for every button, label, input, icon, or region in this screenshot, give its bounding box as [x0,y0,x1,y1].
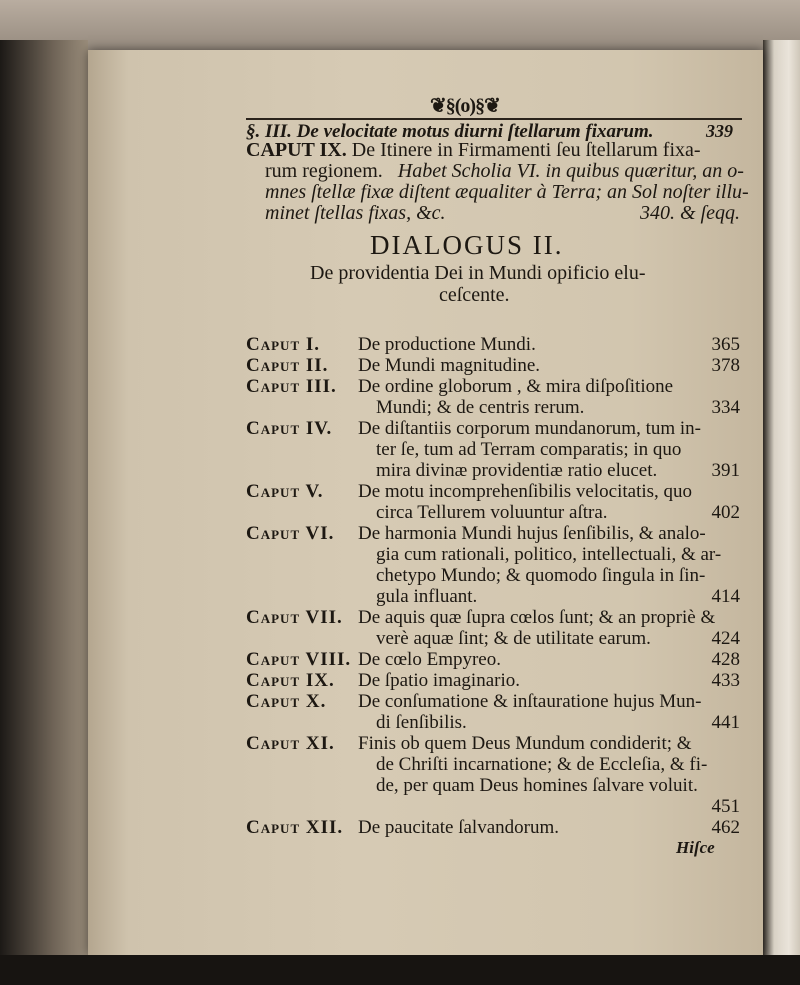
chapter-page: 402 [711,502,740,523]
scholia-line: minet ſtellas fixas, &c. [265,202,446,224]
chapter-page: 424 [711,628,740,649]
chapter-page: 414 [711,586,740,607]
chapter-title-line: De motu incomprehenſibilis velocitatis, quo [358,481,693,502]
chapter-row [246,523,740,544]
chapter-row [246,670,740,691]
chapter-list [246,334,740,838]
chapter-row [246,502,740,523]
chapter-row [246,712,740,733]
scholia-line: mnes ſtellæ fixæ diſtent æqualiter à Terra; an Sol noſter illu- [265,181,749,203]
chapter-title-line: De Mundi magnitudine. [358,355,541,376]
chapter-title-line: De conſumatione & inſtauratione hujus Mun- [358,691,702,712]
chapter-label: Caput VII. [246,607,343,628]
chapter-row [246,628,740,649]
chapter-title-line: De ordine globorum , & mira diſpoſitione [358,376,674,397]
chapter-label: Caput XII. [246,817,344,838]
dialogue-subtitle: De providentia Dei in Mundi opificio elu- [310,262,646,284]
chapter-row [246,775,740,796]
scan-bottom-edge [0,955,800,985]
chapter-row [246,418,740,439]
chapter-title-line: gula influant. [376,586,478,607]
chapter-row [246,733,740,754]
caput-ix-entry [246,140,749,224]
dialogue-title: DIALOGUS II. [370,230,564,260]
chapter-row [246,481,740,502]
chapter-page: 365 [711,334,740,355]
chapter-row [246,649,740,670]
chapter-label: Caput VIII. [246,649,352,670]
chapter-row [246,691,740,712]
chapter-title-line: di ſenſibilis. [376,712,467,733]
chapter-title-line: circa Tellurem voluuntur aſtra. [376,502,608,523]
chapter-row [246,817,740,838]
chapter-title-line: De harmonia Mundi hujus ſenſibilis, & analo- [358,523,706,544]
chapter-title-line: mira divinæ providentiæ ratio elucet. [376,460,658,481]
running-head: §. III. De velocitate motus diurni ſtellarum fixarum. [246,121,654,142]
facing-page-edge [763,40,800,960]
chapter-label: Caput II. [246,355,329,376]
chapter-row [246,460,740,481]
chapter-row [246,607,740,628]
chapter-page: 334 [711,397,740,418]
header-ornament: ❦§(o)§❦ [430,95,500,117]
chapter-title-line: De ſpatio imaginario. [358,670,520,691]
chapter-label: Caput III. [246,376,337,397]
page-number: 339 [706,121,733,141]
chapter-row [246,334,740,355]
chapter-row [246,439,740,460]
dialogue-subtitle: ceſcente. [439,284,510,306]
chapter-row [246,754,740,775]
chapter-page: 428 [711,649,740,670]
caput-ix-label: CAPUT IX. [246,139,347,161]
chapter-title-line: ter ſe, tum ad Terram comparatis; in quo [376,439,682,460]
chapter-label: Caput IV. [246,418,333,439]
chapter-page: 433 [711,670,740,691]
chapter-title-line: De diſtantiis corporum mundanorum, tum in- [358,418,702,439]
chapter-label: Caput VI. [246,523,335,544]
caput-ix-line: De Itinere in Firmamenti ſeu ſtellarum fixa- [351,139,701,161]
chapter-title-line: gia cum rationali, politico, intellectuali, & ar- [376,544,722,565]
chapter-label: Caput X. [246,691,327,712]
chapter-title-line: De paucitate ſalvandorum. [358,817,560,838]
scan-left-edge [0,40,88,980]
chapter-title-line: verè aquæ ſint; & de utilitate earum. [376,628,651,649]
chapter-row [246,586,740,607]
scholia-line: Habet Scholia VI. in quibus quæritur, an o- [397,160,744,182]
chapter-row [246,376,740,397]
chapter-title-line: De cœlo Empyreo. [358,649,501,670]
chapter-page: 462 [711,817,740,838]
chapter-page: 441 [711,712,740,733]
chapter-row [246,397,740,418]
caput-ix-page: 340. & ſeqq. [640,202,740,224]
catchword: Hiſce [676,838,715,857]
chapter-title-line: de, per quam Deus homines ſalvare voluit. [376,775,698,796]
chapter-title-line: Finis ob quem Deus Mundum condiderit; & [358,733,692,754]
chapter-label: Caput V. [246,481,324,502]
chapter-title-line: Mundi; & de centris rerum. [376,397,585,418]
header-rule [246,118,742,120]
chapter-page: 378 [711,355,740,376]
caput-ix-line: rum regionem. [265,160,383,182]
chapter-title-line: De productione Mundi. [358,334,536,355]
chapter-label: Caput IX. [246,670,335,691]
chapter-title-line: chetypo Mundo; & quomodo ſingula in ſin- [376,565,706,586]
chapter-row [246,355,740,376]
chapter-title-line: de Chriſti incarnatione; & de Eccleſia, & fi- [376,754,708,775]
chapter-page: 391 [711,460,740,481]
chapter-row [246,544,740,565]
chapter-label: Caput I. [246,334,321,355]
chapter-title-line: De aquis quæ ſupra cœlos ſunt; & an propriè & [358,607,716,628]
chapter-page: 451 [711,796,740,817]
chapter-row [246,565,740,586]
chapter-row [246,796,740,817]
chapter-label: Caput XI. [246,733,335,754]
